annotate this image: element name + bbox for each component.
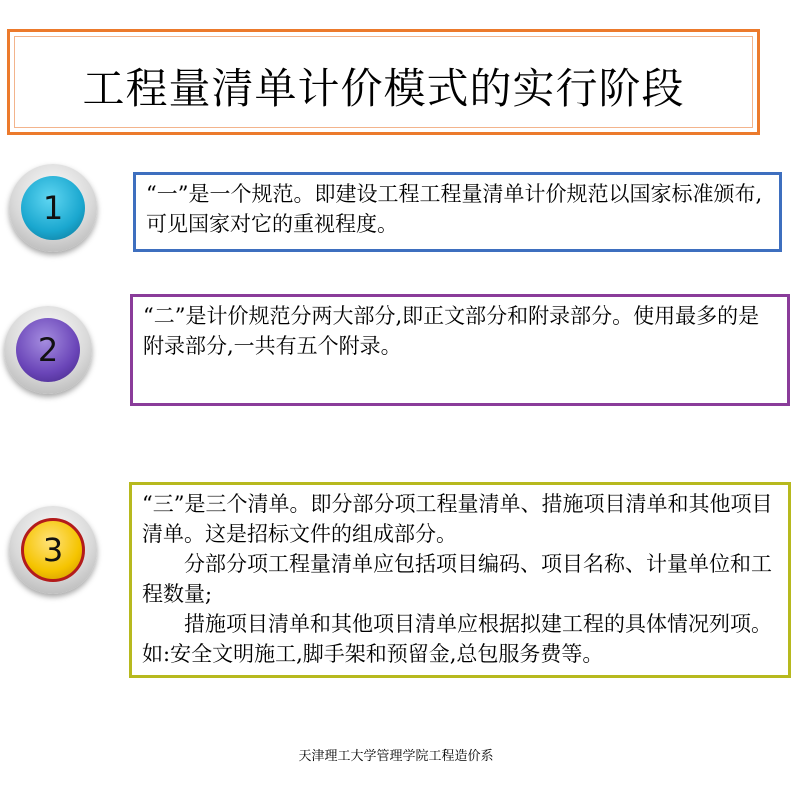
page-title: 工程量清单计价模式的实行阶段 (82, 64, 685, 113)
stage-1-box (133, 172, 782, 252)
stage-2-box (130, 294, 790, 406)
stage-1-badge (9, 164, 97, 252)
stage-3-badge (9, 506, 97, 594)
stage-3-text-2: 分部分项工程量清单应包括项目编码、项目名称、计量单位和工程数量; (142, 552, 772, 606)
stage-2-badge (4, 306, 92, 394)
stage-3-text-1: “三”是三个清单。即分部分项工程量清单、措施项目清单和其他项目清单。这是招标文件的组成部分。 (142, 492, 773, 546)
stage-2-number: 2 (16, 318, 80, 382)
stage-3-box (129, 482, 791, 678)
title-frame (7, 29, 760, 135)
stage-3-text-3: 措施项目清单和其他项目清单应根据拟建工程的具体情况列项。如:安全文明施工,脚手架和预留金,总包服务费等。 (142, 612, 772, 666)
stage-3-number: 3 (21, 518, 85, 582)
stage-1-text: “一”是一个规范。即建设工程工程量清单计价规范以国家标准颁布,可见国家对它的重视程度。 (146, 182, 763, 236)
footer-text: 天津理工大学管理学院工程造价系 (298, 749, 494, 764)
stage-1-number: 1 (21, 176, 85, 240)
stage-2-text: “二”是计价规范分两大部分,即正文部分和附录部分。使用最多的是附录部分,一共有五个附录。 (143, 304, 760, 358)
